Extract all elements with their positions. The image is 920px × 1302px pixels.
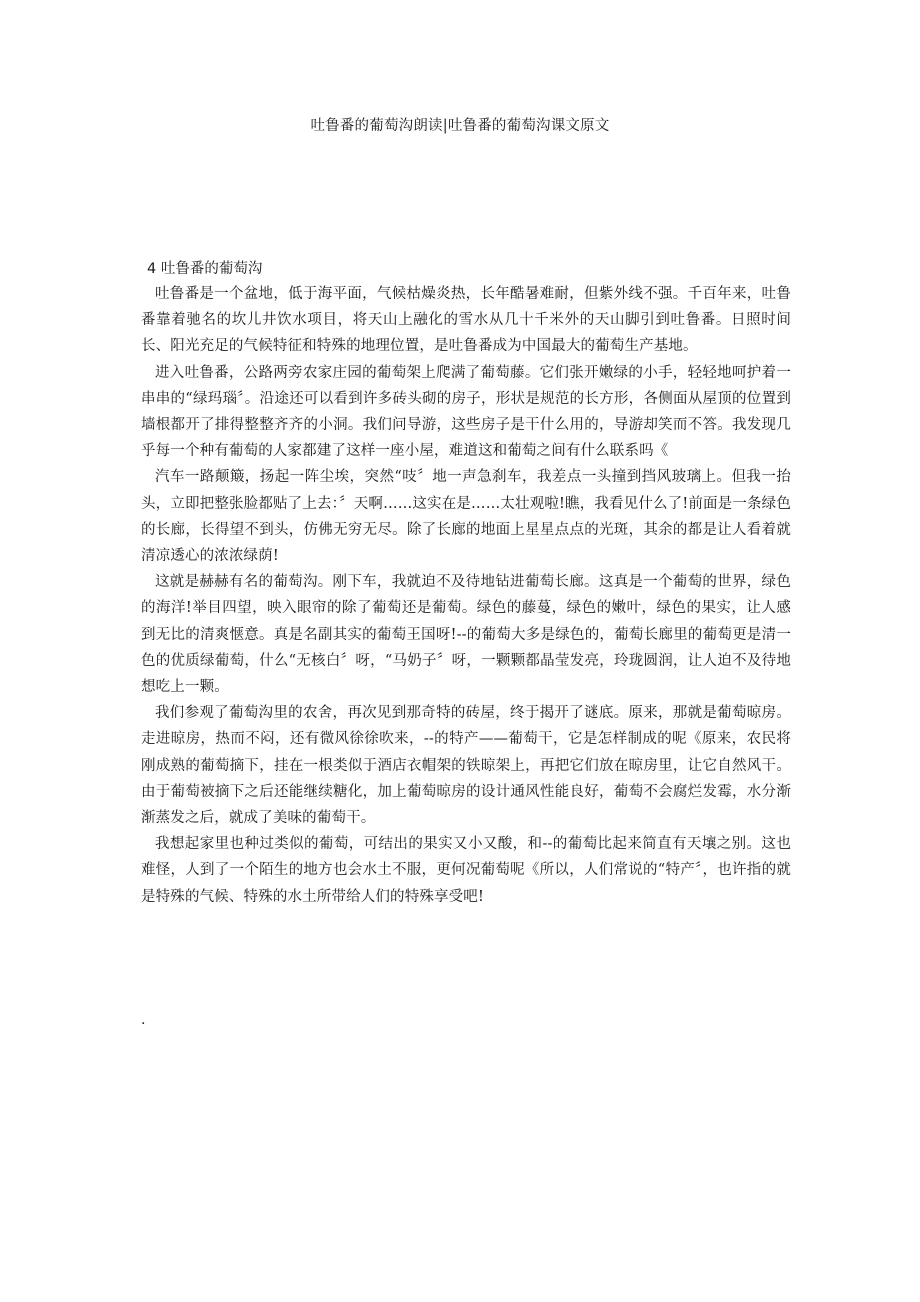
paragraph-3: 汽车一路颠簸，扬起一阵尘埃，突然“吱〞地一声急刹车，我差点一头撞到挡风玻璃上。但我一抬头，立即把整张脸都贴了上去：〞天啊……这实在是……太壮观啦!瞧，我看见什么了!前面是一条绿色的长廊，长得望不到头，仿佛无穷无尽。除了长廊的地面上星星点点的光斑，其余的都是让人看着就清凉透心的浓浓绿荫! bbox=[141, 469, 791, 565]
paragraph-6: 我想起家里也种过类似的葡萄，可结出的果实又小又酸，和--的葡萄比起来简直有天壤之别。这也难怪，人到了一个陌生的地方也会水土不服，更何况葡萄呢《所以，人们常说的“特产〞，也许指的就是特殊的气候、特殊的水土所带给人们的特殊享受吧! bbox=[141, 836, 791, 905]
paragraph-5: 我们参观了葡萄沟里的农舍，再次见到那奇特的砖屋，终于揭开了谜底。原来，那就是葡萄晾房。走进晾房，热而不闷，还有微风徐徐吹来，--的特产——葡萄干，它是怎样制成的呢《原来，农民将刚成熟的葡萄摘下，挂在一根类似于酒店衣帽架的铁晾架上，再把它们放在晾房里，让它自然风干。由于葡萄被摘下之后还能继续糖化，加上葡萄晾房的设计通风性能良好，葡萄不会腐烂发霉，水分渐渐蒸发之后，就成了美味的葡萄干。 bbox=[141, 705, 791, 827]
paragraph-4: 这就是赫赫有名的葡萄沟。刚下车，我就迫不及待地钻进葡萄长廊。这真是一个葡萄的世界，绿色的海洋!举目四望，映入眼帘的除了葡萄还是葡萄。绿色的藤蔓，绿色的嫩叶，绿色的果实，让人感到无比的清爽惬意。真是名副其实的葡萄王国呀!--的葡萄大多是绿色的，葡萄长廊里的葡萄更是清一色的优质绿葡萄，什么“无核白〞呀，“马奶子〞呀，一颗颗都晶莹发亮，玲珑圆润，让人迫不及待地想吃上一颗。 bbox=[141, 574, 791, 696]
end-mark: . bbox=[141, 1012, 146, 1028]
page-title: 吐鲁番的葡萄沟朗读|吐鲁番的葡萄沟课文原文 bbox=[310, 118, 610, 134]
paragraph-1: 吐鲁番是一个盆地，低于海平面，气候枯燥炎热，长年酷暑难耐，但紫外线不强。千百年来，吐鲁番靠着驰名的坎儿井饮水项目，将天山上融化的雪水从几十千米外的天山脚引到吐鲁番。日照时间长、阳光充足的气候特征和特殊的地理位置，是吐鲁番成为中国最大的葡萄生产基地。 bbox=[141, 286, 791, 355]
article-body bbox=[141, 258, 791, 910]
paragraph-2: 进入吐鲁番，公路两旁农家庄园的葡萄架上爬满了葡萄藤。它们张开嫩绿的小手，轻轻地呵护着一串串的“绿玛瑙〞。沿途还可以看到许多砖头砌的房子，形状是规范的长方形，各侧面从屋顶的位置到墙根都开了排得整整齐齐的小洞。我们问导游，这些房子是干什么用的，导游却笑而不答。我发现几乎每一个种有葡萄的人家都建了这样一座小屋，难道这和葡萄之间有什么联系吗《 bbox=[141, 364, 791, 460]
lesson-heading: 4 吐鲁番的葡萄沟 bbox=[147, 261, 263, 277]
